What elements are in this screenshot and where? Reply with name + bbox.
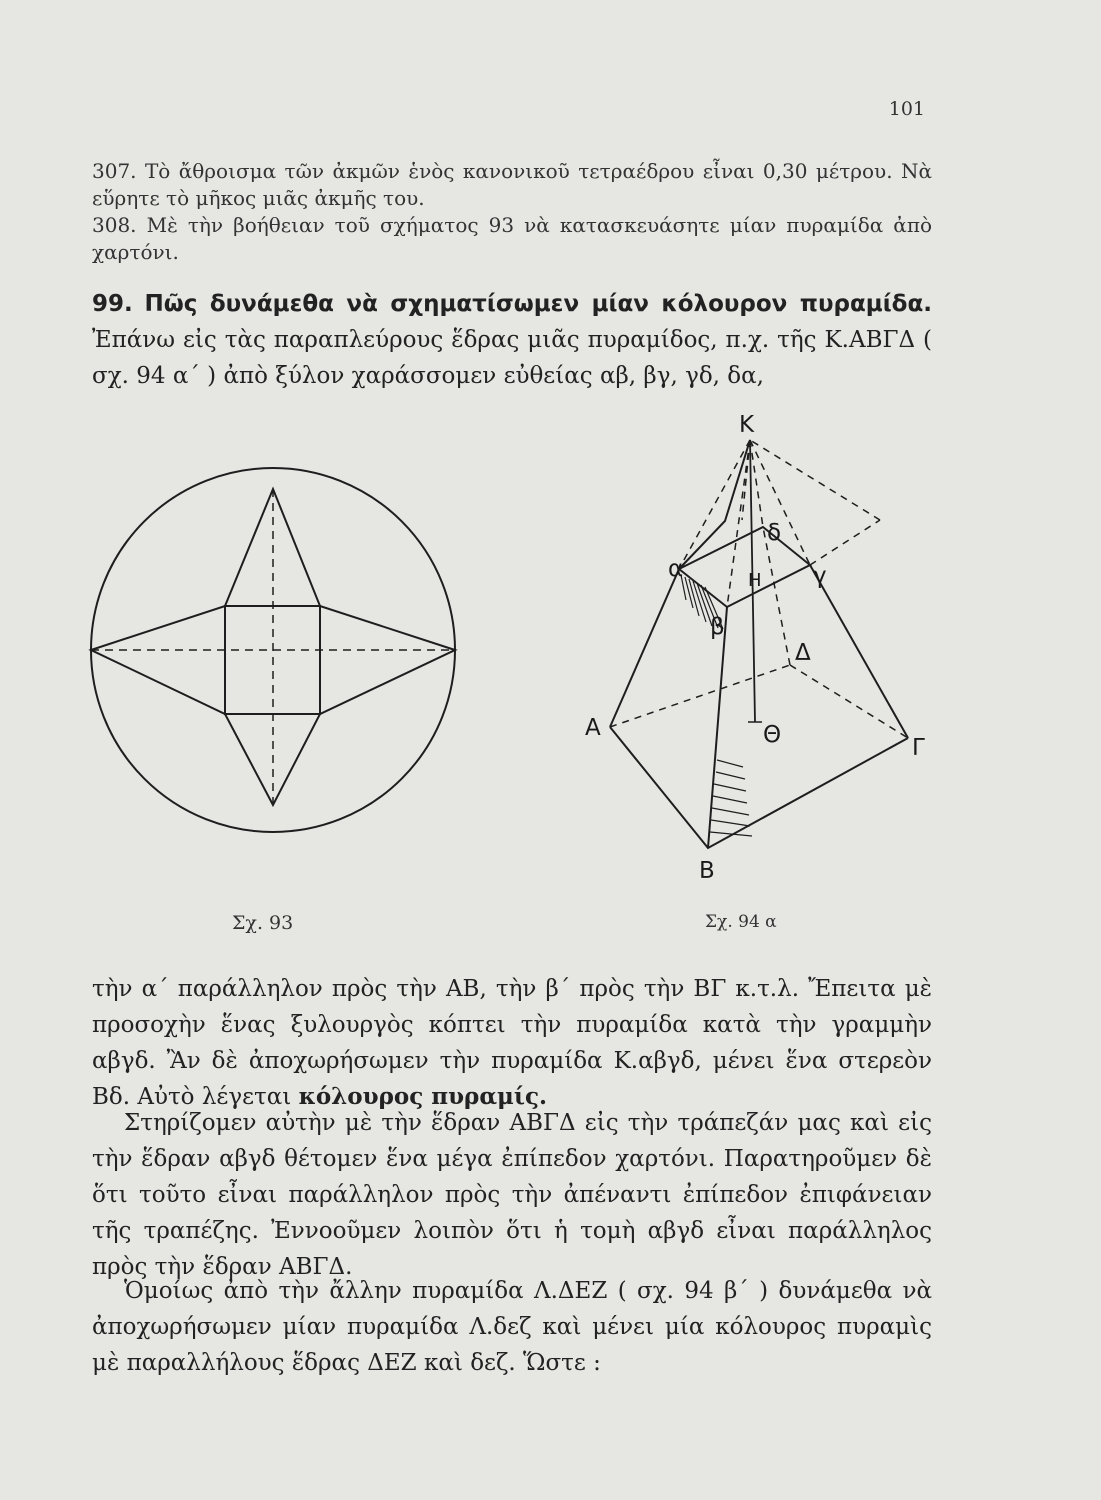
exercise-number: 308. bbox=[92, 213, 137, 237]
exercise-text: Μὲ τὴν βοήθειαν τοῦ σχήματος 93 νὰ κατασκευάσητε μίαν πυραμίδα ἀπὸ χαρτόνι. bbox=[92, 213, 932, 264]
label-K: Κ bbox=[739, 412, 755, 438]
figure-93 bbox=[91, 468, 455, 832]
label-H: Η bbox=[748, 570, 762, 591]
label-beta-small: β bbox=[710, 614, 725, 640]
label-Theta: Θ bbox=[763, 722, 782, 748]
section-title: Πῶς δυνάμεθα νὰ σχηματίσωμεν μίαν κόλουρον πυραμίδα. bbox=[144, 291, 932, 317]
exercise-number: 307. bbox=[92, 159, 137, 183]
body-paragraph-3: Ὁμοίως ἀπὸ τὴν ἄλλην πυραμίδα Λ.ΔΕΖ ( σχ. 94 β΄ ) δυνάμεθα νὰ ἀποχωρήσωμεν μίαν πυραμίδα Λ.δεζ καὶ μένει μία κόλουρος πυραμὶς μὲ παραλλήλους ἕδρας ΔΕΖ καὶ δεζ. Ὥστε : bbox=[92, 1278, 932, 1376]
edge-A-alpha bbox=[610, 569, 679, 727]
label-delta-small: δ bbox=[767, 520, 782, 546]
label-Gamma: Γ bbox=[912, 735, 925, 761]
edge-top-face bbox=[679, 527, 810, 607]
edge-base-front bbox=[610, 727, 908, 848]
body-paragraph-2: Στηρίζομεν αὐτὴν μὲ τὴν ἕδραν ΑΒΓΔ εἰς τὴν τράπεζάν μας καὶ εἰς τὴν ἕδραν αβγδ θέτομεν ἕνα μέγα ἐπίπεδον χαρτόνι. Παρατηροῦμεν δὲ ὅτι τοῦτο εἶναι παράλληλον πρὸς τὴν ἀπέναντι ἐπίπεδον ἐπιφάνειαν τῆς τραπέζης. Ἐννοοῦμεν λοιπὸν ὅτι ἡ τομὴ αβγδ εἶναι παράλληλος πρὸς τὴν ἕδραν ΑΒΓΔ. bbox=[92, 1110, 932, 1280]
label-B: Β bbox=[699, 858, 715, 884]
label-Delta: Δ bbox=[795, 640, 811, 666]
body-text: τὴν α΄ παράλληλον πρὸς τὴν ΑΒ, τὴν β΄ πρὸς τὴν ΒΓ κ.τ.λ. Ἔπειτα μὲ προσοχὴν ἕνας ξυλουργὸς κόπτει τὴν πυραμίδα κατὰ τὴν γραμμὴν αβγδ. Ἂν δὲ ἀποχωρήσωμεν τὴν πυραμίδα Κ.αβγδ, μένει ἕνα στερεὸν Βδ. Αὐτὸ λέγεται bbox=[92, 976, 932, 1110]
body-paragraph-1 bbox=[92, 971, 932, 1115]
label-alpha-small: α bbox=[668, 556, 684, 582]
caption-fig-94a: Σχ. 94 α bbox=[705, 912, 777, 932]
triangle-right bbox=[320, 606, 455, 714]
edge-Gamma-gamma bbox=[810, 565, 908, 738]
triangle-left bbox=[91, 606, 225, 714]
edge-top-left bbox=[679, 440, 750, 569]
label-gamma-small: γ bbox=[813, 563, 827, 589]
caption-fig-93: Σχ. 93 bbox=[232, 912, 294, 934]
term-truncated-pyramid: κόλουρος πυραμίς. bbox=[298, 1083, 548, 1110]
hatch-lower bbox=[710, 760, 752, 836]
section-number: 99. bbox=[92, 291, 133, 317]
label-A: Α bbox=[585, 715, 601, 741]
exercise-text: Τὸ ἄθροισμα τῶν ἀκμῶν ἑνὸς κανονικοῦ τετραέδρου εἶναι 0,30 μέτρου. Νὰ εὕρητε τὸ μῆκος μιᾶς ἀκμῆς του. bbox=[92, 159, 932, 210]
page-number: 101 bbox=[888, 98, 925, 120]
figure-94a bbox=[585, 412, 925, 884]
edge-B-beta bbox=[708, 607, 727, 848]
section-intro: Ἐπάνω εἰς τὰς παραπλεύρους ἕδρας μιᾶς πυραμίδος, π.χ. τῆς Κ.ΑΒΓΔ ( σχ. 94 α΄ ) ἀπὸ ξύλον χαράσσομεν εὐθείας αβ, βγ, γδ, δα, bbox=[92, 327, 932, 389]
